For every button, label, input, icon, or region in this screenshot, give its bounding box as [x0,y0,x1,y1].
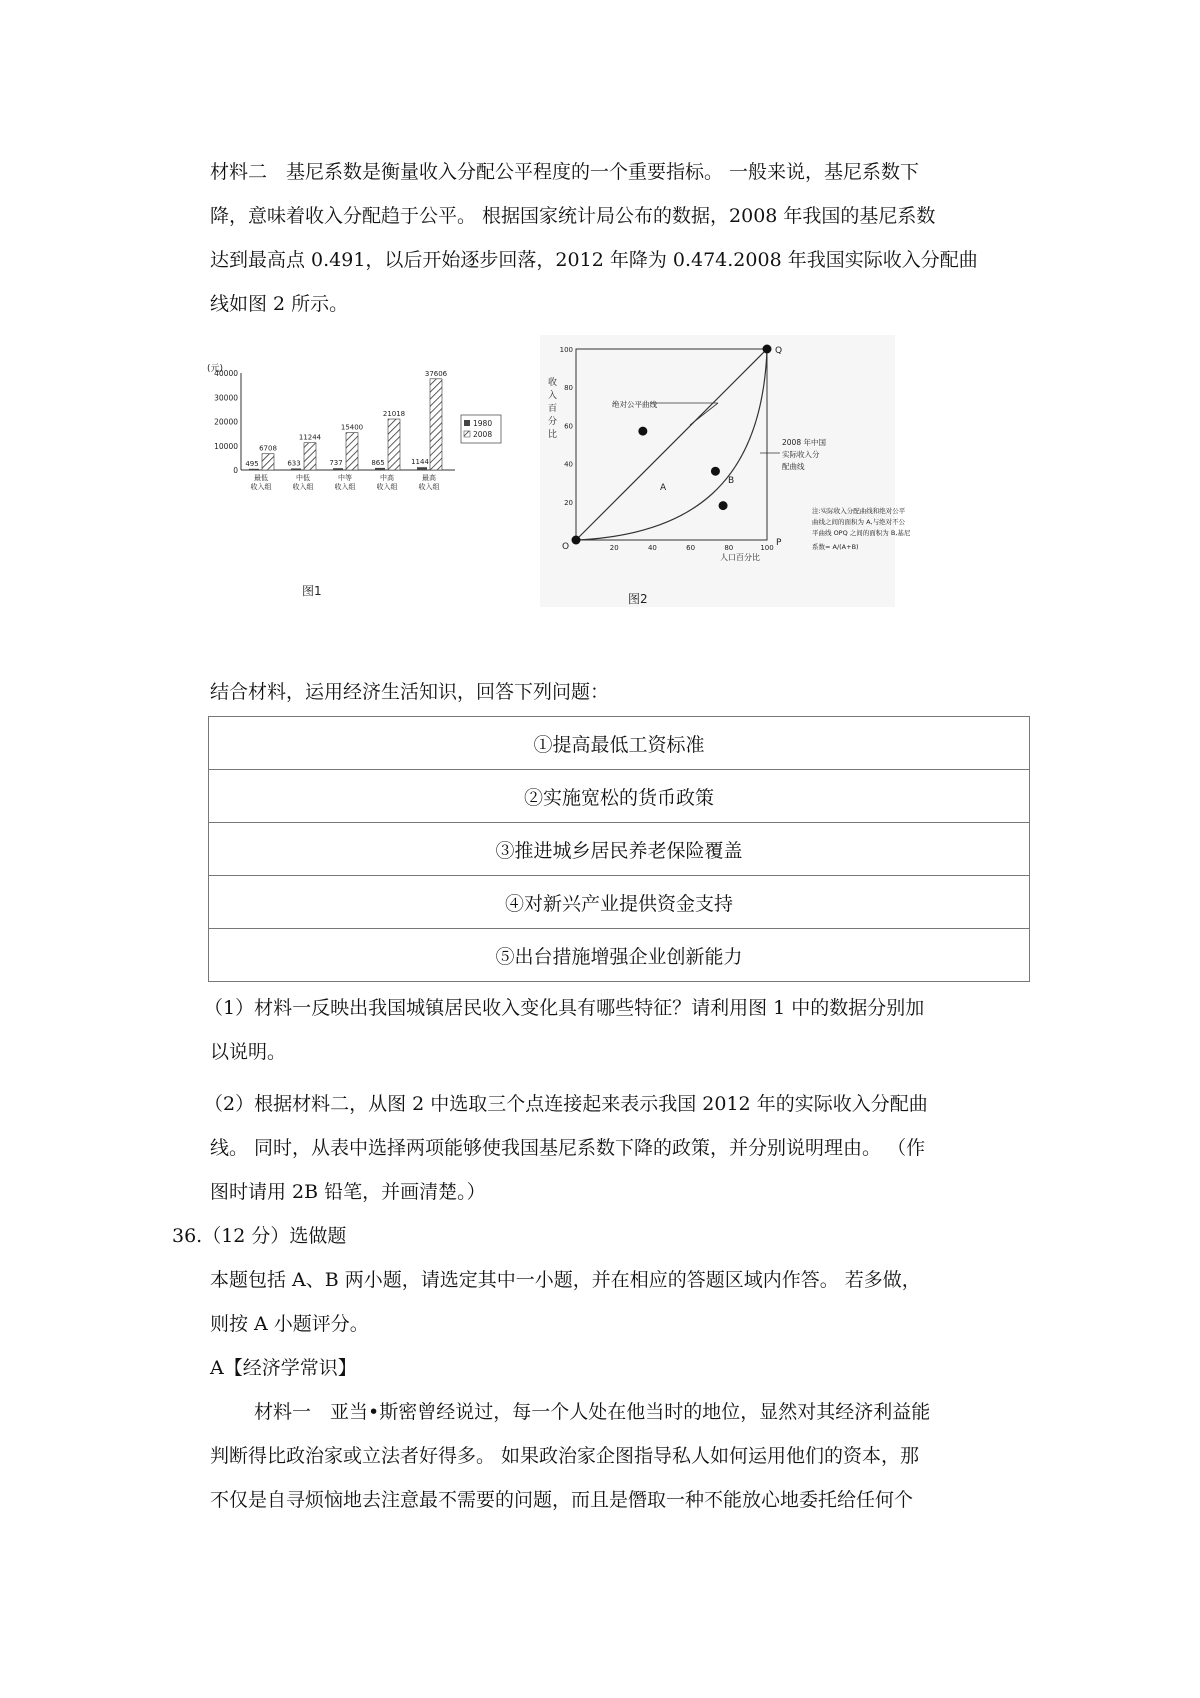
fig1-caption: 图1 [302,584,322,598]
fig1-data-label-2008: 15400 [340,423,364,432]
fig1-bar-2008 [430,379,442,470]
fig1-data-label-1980: 1144 [411,458,429,467]
questions-prompt: 结合材料，运用经济生活知识，回答下列问题： [210,681,610,703]
table-cell-1: ①提高最低工资标准 [209,717,1030,770]
fig1-bar-1980 [249,469,259,470]
table-row [209,929,1030,982]
fig2-note-4: 系数= A/(A+B) [812,543,859,551]
fig1-category-label: 中高 [380,474,394,482]
question-2-line-1: （2）根据材料二，从图 2 中选取三个点连接起来表示我国 2012 年的实际收入分配曲 [204,1093,928,1115]
fig2-xtick-label: 20 [609,544,619,552]
fig2-equality-label: 绝对公平曲线 [612,400,657,409]
fig2-xtick-label: 40 [647,544,657,552]
table-row [209,770,1030,823]
figure1-bar-chart [205,355,505,610]
policy-table [208,716,1030,982]
fig1-category-label: 中低 [296,474,310,482]
fig1-bar-2008 [262,454,274,470]
question-36-title: 36.（12 分）选做题 [172,1225,347,1247]
fig1-category-label: 最低 [254,474,268,482]
fig2-xtick-label: 60 [686,544,696,552]
fig2-ylabel [548,376,557,440]
fig1-category-label: 最高 [422,474,436,482]
table-row [209,876,1030,929]
fig1-category-label: 收入组 [376,483,398,491]
fig1-data-label-2008: 21018 [382,410,406,419]
question-1-line-1: （1）材料一反映出我国城镇居民收入变化具有哪些特征？请利用图 1 中的数据分别加 [204,997,925,1019]
fig2-actual-label-1: 2008 年中国 [782,438,826,447]
table-cell-5: ⑤出台措施增强企业创新能力 [209,929,1030,982]
fig1-data-label-1980: 633 [287,459,301,468]
fig1-legend-swatch-2008 [464,431,470,437]
fig1-category-label: 中等 [338,474,352,482]
question-36-instr-1: 本题包括 A、B 两小题，请选定其中一小题，并在相应的答题区域内作答。 若多做， [210,1269,921,1291]
fig1-category-label: 收入组 [418,483,440,491]
fig1-bar-2008 [304,443,316,470]
fig1-category-label: 收入组 [250,483,272,491]
question-2-line-2: 线。 同时，从表中选择两项能够使我国基尼系数下降的政策，并分别说明理由。 （作 [210,1137,926,1159]
fig2-caption: 图2 [628,592,648,606]
fig2-actual-label-2: 实际收入分 [782,450,820,459]
fig2-ytick-label: 40 [564,460,573,469]
fig2-ylabel-char: 收 [548,378,558,388]
fig1-data-label-2008: 37606 [424,369,448,378]
fig2-ytick-label: 60 [564,422,573,431]
fig2-note-2: 曲线之间的面积为 A,与绝对不公 [812,518,906,526]
fig2-ytick-label: 80 [564,384,573,393]
fig2-p-label: P [776,538,782,548]
table-cell-4: ④对新兴产业提供资金支持 [209,876,1030,929]
fig2-area-a: A [660,483,667,493]
question-2-line-3: 图时请用 2B 铅笔，并画清楚。） [210,1181,486,1203]
fig2-xlabel: 人口百分比 [720,553,760,562]
fig2-area-b: B [728,476,735,486]
material1-line-3: 不仅是自寻烦恼地去注意最不需要的问题，而且是僭取一种不能放心地委托给任何个 [210,1489,914,1511]
figure2-lorenz-diagram [540,335,911,607]
question-36-instr-2: 则按 A 小题评分。 [210,1313,369,1335]
fig2-point [719,501,728,510]
fig1-data-label-1980: 737 [329,459,343,468]
fig2-ytick-label: 100 [559,346,573,354]
fig1-data-label-2008: 6708 [259,444,277,453]
section-a-title: A【经济学常识】 [210,1357,357,1379]
fig2-xtick-label: 100 [760,544,774,552]
fig2-ylabel-char: 比 [548,430,558,440]
material2-line-1: 材料二 基尼系数是衡量收入分配公平程度的一个重要指标。 一般来说，基尼系数下 [210,161,920,183]
fig1-bar-1980 [375,468,385,470]
fig1-data-label-2008: 11244 [298,433,322,442]
fig2-xtick-label: 80 [724,544,734,552]
fig1-bar-2008 [346,433,358,470]
fig1-unit: (元) [207,364,224,374]
fig2-point [572,536,581,545]
material2-line-3: 达到最高点 0.491，以后开始逐步回落，2012 年降为 0.474.2008 年我国实际收入分配曲 [210,249,978,271]
fig2-ytick-label: 20 [564,498,573,507]
fig1-legend-1980: 1980 [473,419,493,428]
fig1-ytick-label: 10000 [214,441,238,451]
fig2-ylabel-char: 百 [548,404,558,414]
table-cell-2: ②实施宽松的货币政策 [209,770,1030,823]
fig2-ylabel-char: 入 [548,391,558,401]
fig2-origin-label: O [562,542,570,552]
material2-line-4: 线如图 2 所示。 [210,293,349,315]
fig2-note-3: 平曲线 OPQ 之间的面积为 B,基尼 [812,529,911,537]
table-row [209,717,1030,770]
fig1-data-label-1980: 495 [245,459,259,468]
table-cell-3: ③推进城乡居民养老保险覆盖 [209,823,1030,876]
fig1-data-label-1980: 865 [371,458,385,467]
fig1-bar-2008 [388,419,400,470]
fig1-bar-1980 [333,468,343,470]
fig1-legend-swatch-1980 [464,420,470,426]
question-1-line-2: 以说明。 [210,1041,287,1063]
fig1-category-label: 收入组 [292,483,314,491]
fig1-ytick-label: 0 [233,466,238,475]
material2-line-2: 降，意味着收入分配趋于公平。 根据国家统计局公布的数据，2008 年我国的基尼系数 [210,205,936,227]
fig2-actual-label-3: 配曲线 [782,462,805,471]
fig2-point [711,467,720,476]
fig2-q-label: Q [775,346,783,356]
fig2-note-1: 注:实际收入分配曲线和绝对公平 [812,507,906,515]
fig1-bar-1980 [291,468,301,470]
fig2-ylabel-char: 分 [548,417,558,427]
material1-line-1: 材料一 亚当•斯密曾经说过，每一个人处在他当时的地位，显然对其经济利益能 [254,1401,931,1423]
material1-line-2: 判断得比政治家或立法者好得多。 如果政治家企图指导私人如何运用他们的资本，那 [210,1445,920,1467]
fig1-ytick-label: 20000 [214,417,238,427]
fig1-ytick-label: 30000 [214,393,238,403]
fig1-legend-2008: 2008 [473,430,493,439]
fig2-point [638,427,647,436]
table-row [209,823,1030,876]
fig2-point [763,345,772,354]
fig1-ytick-label: 40000 [214,369,238,378]
fig1-category-label: 收入组 [334,483,356,491]
fig1-bar-1980 [417,467,427,470]
